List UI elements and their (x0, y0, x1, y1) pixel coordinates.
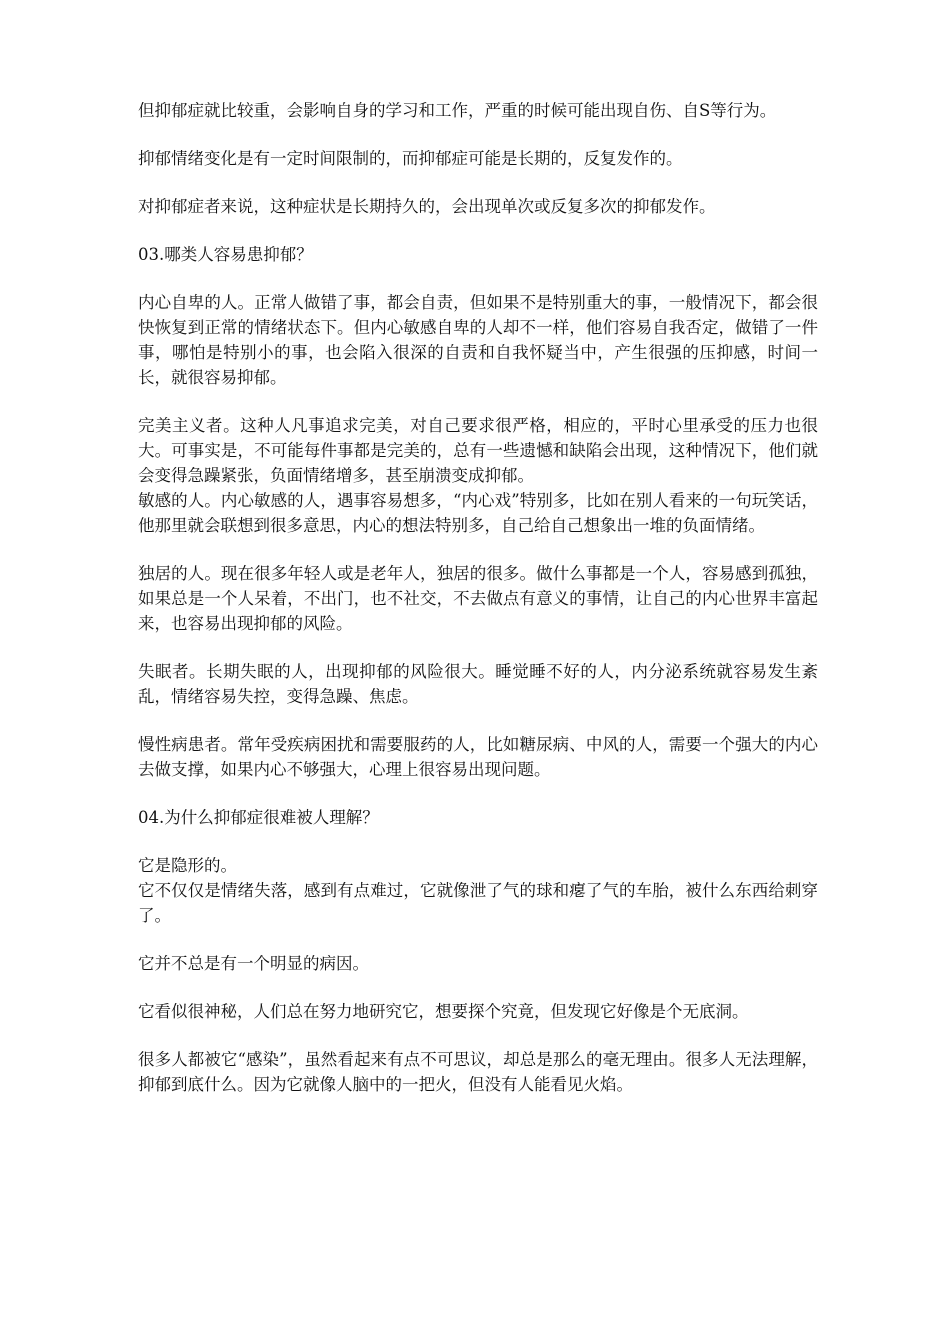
paragraph-mysterious: 它看似很神秘，人们总在努力地研究它，想要探个究竟，但发现它好像是个无底洞。 (138, 1002, 749, 1021)
paragraph-not-just-sadness: 它不仅仅是情绪失落，感到有点难过，它就像泄了气的球和瘪了气的车胎，被什么东西给刺穿了。 (138, 881, 818, 925)
paragraph-chronic-illness: 慢性病患者。常年受疾病困扰和需要服药的人，比如糖尿病、中风的人，需要一个强大的内心去做支撑，如果内心不够强大，心理上很容易出现问题。 (138, 735, 818, 779)
paragraph-no-obvious-cause: 它并不总是有一个明显的病因。 (138, 954, 369, 973)
section-heading-04: 04.为什么抑郁症很难被人理解？ (138, 808, 379, 827)
paragraph-depression-severity: 但抑郁症就比较重，会影响自身的学习和工作，严重的时候可能出现自伤、自S等行为。 (138, 101, 777, 120)
paragraph-perfectionist: 完美主义者。这种人凡事追求完美，对自己要求很严格，相应的，平时心里承受的压力也很大。可事实是，不可能每件事都是完美的，总有一些遗憾和缺陷会出现，这种情况下，他们就会变得急躁紧张，负面情绪增多，甚至崩溃变成抑郁。 (138, 416, 818, 485)
paragraph-low-self-esteem: 内心自卑的人。正常人做错了事，都会自责，但如果不是特别重大的事，一般情况下，都会很快恢复到正常的情绪状态下。但内心敏感自卑的人却不一样，他们容易自我否定，做错了一件事，哪怕是特别小的事，也会陷入很深的自责和自我怀疑当中，产生很强的压抑感，时间一长，就很容易抑郁。 (138, 293, 818, 387)
paragraph-living-alone: 独居的人。现在很多年轻人或是老年人，独居的很多。做什么事都是一个人，容易感到孤独，如果总是一个人呆着，不出门，也不社交，不去做点有意义的事情，让自己的内心世界丰富起来，也容易出现抑郁的风险。 (138, 564, 818, 633)
paragraph-long-lasting: 对抑郁症者来说，这种症状是长期持久的，会出现单次或反复多次的抑郁发作。 (138, 197, 716, 216)
document-body (138, 98, 818, 1120)
paragraph-sensitive: 敏感的人。内心敏感的人，遇事容易想多，“内心戏”特别多，比如在别人看来的一句玩笑话，他那里就会联想到很多意思，内心的想法特别多，自己给自己想象出一堆的负面情绪。 (138, 491, 818, 535)
paragraph-duration-difference: 抑郁情绪变化是有一定时间限制的，而抑郁症可能是长期的，反复发作的。 (138, 149, 683, 168)
paragraph-infected: 很多人都被它“感染”，虽然看起来有点不可思议，却总是那么的毫无理由。很多人无法理解，抑郁到底什么。因为它就像人脑中的一把火，但没有人能看见火焰。 (138, 1050, 818, 1094)
paragraph-invisible: 它是隐形的。 (138, 856, 237, 875)
paragraph-insomnia: 失眠者。长期失眠的人，出现抑郁的风险很大。睡觉睡不好的人，内分泌系统就容易发生紊乱，情绪容易失控，变得急躁、焦虑。 (138, 662, 818, 706)
section-heading-03: 03.哪类人容易患抑郁？ (138, 245, 313, 264)
